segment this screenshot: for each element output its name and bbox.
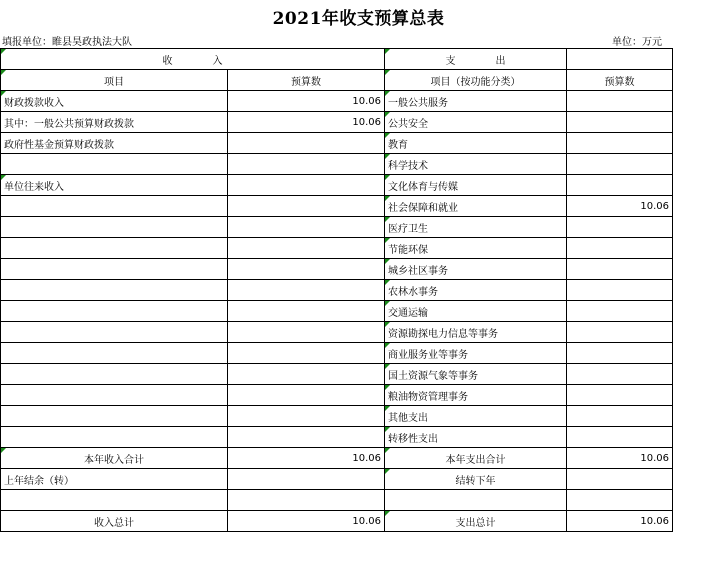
income-value-cell[interactable]: 10.06 <box>228 112 385 133</box>
table-row <box>1 322 673 343</box>
expense-value-cell[interactable] <box>567 112 673 133</box>
section-header-row <box>1 49 673 70</box>
expense-item-cell[interactable]: 文化体育与传媒 <box>385 175 567 196</box>
currency-unit: 单位：万元 <box>612 37 662 48</box>
expense-header-char-1: 支 <box>445 55 456 67</box>
expense-item-cell[interactable]: 科学技术 <box>385 154 567 175</box>
income-header-char-1: 收 <box>162 55 173 67</box>
income-item-cell[interactable] <box>1 196 228 217</box>
expense-value-cell[interactable] <box>567 301 673 322</box>
income-item-header[interactable]: 项目 <box>1 70 228 91</box>
budget-table <box>0 48 673 532</box>
expense-item-cell[interactable]: 粮油物资管理事务 <box>385 385 567 406</box>
income-value-cell[interactable] <box>228 154 385 175</box>
page-title: 2021年收支预算总表 <box>272 9 445 29</box>
table-row <box>1 217 673 238</box>
table-row <box>1 175 673 196</box>
table-row <box>1 385 673 406</box>
income-total-label[interactable]: 收入总计 <box>1 511 228 532</box>
income-header-char-2: 入 <box>212 55 223 67</box>
expense-item-header[interactable]: 项目（按功能分类） <box>385 70 567 91</box>
expense-value-cell[interactable] <box>567 364 673 385</box>
carry-out-label[interactable]: 结转下年 <box>385 469 567 490</box>
expense-value-cell[interactable] <box>567 406 673 427</box>
carry-out-value[interactable] <box>567 469 673 490</box>
income-item-cell[interactable] <box>1 154 228 175</box>
expense-total-value[interactable]: 10.06 <box>567 511 673 532</box>
income-item-cell[interactable] <box>1 427 228 448</box>
table-row <box>1 133 673 154</box>
income-value-cell[interactable] <box>228 259 385 280</box>
reporting-unit: 填报单位：睢县昊政执法大队 <box>2 37 132 48</box>
income-item-cell[interactable]: 单位往来收入 <box>1 175 228 196</box>
income-item-cell[interactable] <box>1 406 228 427</box>
income-value-cell[interactable] <box>228 385 385 406</box>
table-row <box>1 301 673 322</box>
expense-value-cell[interactable] <box>567 322 673 343</box>
expense-item-cell[interactable]: 交通运输 <box>385 301 567 322</box>
expense-item-cell[interactable]: 一般公共服务 <box>385 91 567 112</box>
carry-in-label[interactable]: 上年结余（转） <box>1 469 228 490</box>
blank-cell[interactable] <box>228 490 385 511</box>
income-value-cell[interactable] <box>228 406 385 427</box>
table-row <box>1 259 673 280</box>
table-row <box>1 364 673 385</box>
expense-item-cell[interactable]: 公共安全 <box>385 112 567 133</box>
table-row <box>1 238 673 259</box>
income-value-cell[interactable] <box>228 238 385 259</box>
income-item-cell[interactable]: 政府性基金预算财政拨款 <box>1 133 228 154</box>
grand-total-row <box>1 511 673 532</box>
income-item-cell[interactable] <box>1 301 228 322</box>
income-value-cell[interactable] <box>228 427 385 448</box>
expense-item-cell[interactable]: 医疗卫生 <box>385 217 567 238</box>
income-item-cell[interactable] <box>1 259 228 280</box>
year-expense-label[interactable]: 本年支出合计 <box>385 448 567 469</box>
income-value-cell[interactable] <box>228 175 385 196</box>
income-total-value[interactable]: 10.06 <box>228 511 385 532</box>
carry-row <box>1 469 673 490</box>
expense-item-cell[interactable]: 资源勘探电力信息等事务 <box>385 322 567 343</box>
table-row <box>1 343 673 364</box>
expense-budget-header[interactable]: 预算数 <box>567 70 673 91</box>
expense-value-cell[interactable] <box>567 280 673 301</box>
income-value-cell[interactable] <box>228 343 385 364</box>
column-header-row <box>1 70 673 91</box>
expense-item-cell[interactable]: 农林水事务 <box>385 280 567 301</box>
income-value-cell[interactable] <box>228 196 385 217</box>
income-value-cell[interactable] <box>228 322 385 343</box>
expense-value-cell[interactable] <box>567 175 673 196</box>
expense-value-cell[interactable] <box>567 154 673 175</box>
table-row <box>1 427 673 448</box>
expense-item-cell[interactable]: 国土资源气象等事务 <box>385 364 567 385</box>
income-item-cell[interactable] <box>1 343 228 364</box>
expense-item-cell[interactable]: 节能环保 <box>385 238 567 259</box>
year-income-label[interactable]: 本年收入合计 <box>1 448 228 469</box>
carry-in-value[interactable] <box>228 469 385 490</box>
income-value-cell[interactable] <box>228 280 385 301</box>
income-item-cell[interactable] <box>1 364 228 385</box>
expense-value-cell[interactable]: 10.06 <box>567 196 673 217</box>
expense-item-cell[interactable]: 转移性支出 <box>385 427 567 448</box>
expense-item-cell[interactable]: 商业服务业等事务 <box>385 343 567 364</box>
income-value-cell[interactable]: 10.06 <box>228 91 385 112</box>
income-item-cell[interactable] <box>1 280 228 301</box>
table-row <box>1 91 673 112</box>
expense-value-cell[interactable] <box>567 133 673 154</box>
expense-value-cell[interactable] <box>567 343 673 364</box>
income-value-cell[interactable] <box>228 217 385 238</box>
income-item-cell[interactable] <box>1 385 228 406</box>
expense-section-header[interactable] <box>385 49 567 70</box>
table-row <box>1 112 673 133</box>
income-item-cell[interactable] <box>1 322 228 343</box>
budget-table-body <box>1 49 673 448</box>
year-total-row <box>1 448 673 469</box>
income-item-cell[interactable]: 财政拨款收入 <box>1 91 228 112</box>
blank-row <box>1 490 673 511</box>
table-row <box>1 280 673 301</box>
expense-value-cell[interactable] <box>567 259 673 280</box>
expense-item-cell[interactable]: 城乡社区事务 <box>385 259 567 280</box>
expense-value-cell[interactable] <box>567 91 673 112</box>
income-item-cell[interactable]: 其中：一般公共预算财政拨款 <box>1 112 228 133</box>
income-value-cell[interactable] <box>228 301 385 322</box>
income-budget-header[interactable]: 预算数 <box>228 70 385 91</box>
table-row <box>1 154 673 175</box>
expense-value-cell[interactable] <box>567 217 673 238</box>
year-income-value[interactable]: 10.06 <box>228 448 385 469</box>
expense-total-label[interactable]: 支出总计 <box>385 511 567 532</box>
totals-body <box>1 448 673 532</box>
table-row <box>1 196 673 217</box>
expense-header-char-2: 出 <box>495 55 506 67</box>
income-value-cell[interactable] <box>228 133 385 154</box>
table-row <box>1 406 673 427</box>
expense-item-cell[interactable]: 教育 <box>385 133 567 154</box>
blank-cell[interactable] <box>1 490 228 511</box>
income-item-cell[interactable] <box>1 217 228 238</box>
expense-value-cell[interactable] <box>567 385 673 406</box>
blank-cell[interactable] <box>567 490 673 511</box>
income-item-cell[interactable] <box>1 238 228 259</box>
income-value-cell[interactable] <box>228 364 385 385</box>
expense-item-cell[interactable]: 社会保障和就业 <box>385 196 567 217</box>
expense-value-cell[interactable] <box>567 238 673 259</box>
year-expense-value[interactable]: 10.06 <box>567 448 673 469</box>
expense-item-cell[interactable]: 其他支出 <box>385 406 567 427</box>
expense-value-cell[interactable] <box>567 427 673 448</box>
income-section-header[interactable] <box>1 49 385 70</box>
blank-cell[interactable] <box>385 490 567 511</box>
expense-section-header-blank[interactable] <box>567 49 673 70</box>
